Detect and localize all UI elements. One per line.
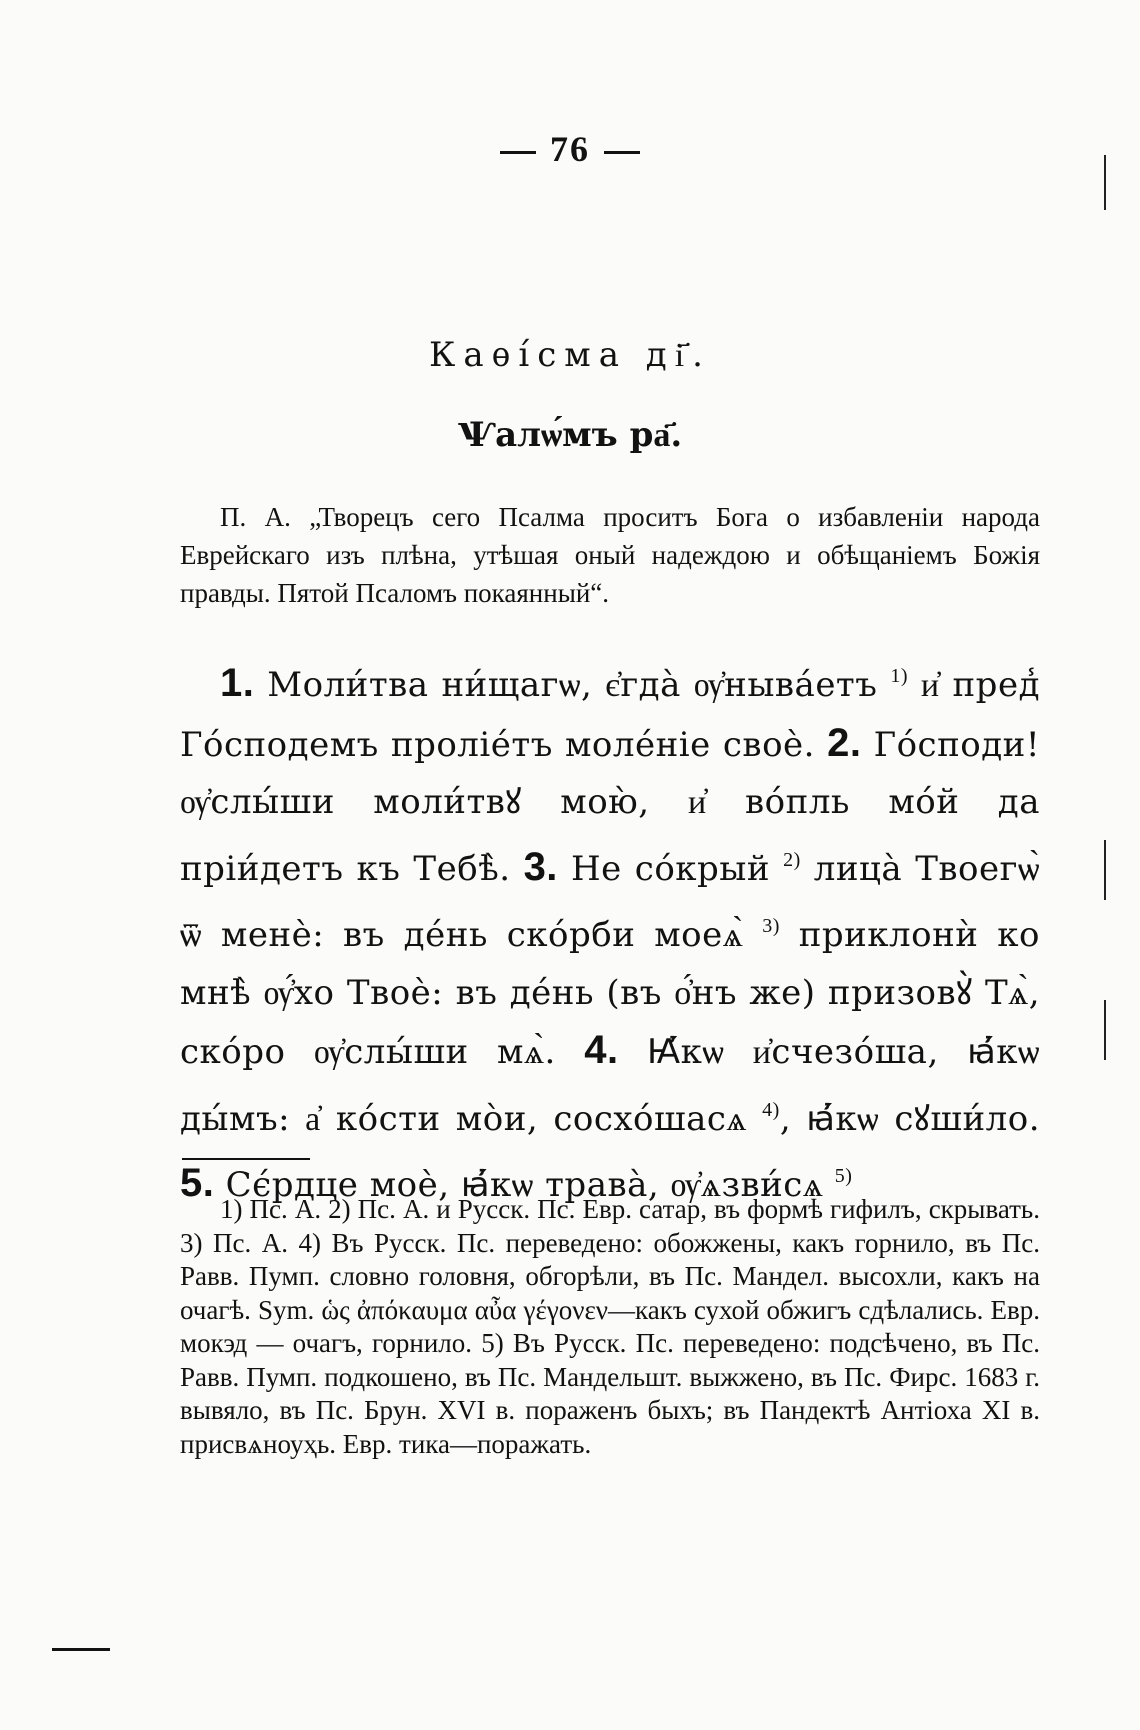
footnote-ref-4: 4): [762, 1098, 780, 1121]
footnote-ref-1: 1): [890, 665, 908, 687]
verse-text-4b: , ꙗ҆́кѡ сꙋши́ло.: [779, 1098, 1040, 1139]
margin-line-3: [1104, 1000, 1106, 1060]
psalm-heading: Ѱалѡ́мъ ра҃.: [457, 415, 683, 455]
verse-number-2: 2.: [827, 720, 862, 765]
page-number-dash-left: [500, 151, 536, 154]
intro-paragraph: П. А. „Творецъ сего Псалма проситъ Бога о избавленіи народа Еврейскаго изъ плѣна, утѣшая оный надеждою и обѣщаніемъ Божія правды. Пятой Псаломъ покаянный“.: [180, 502, 1040, 608]
footnotes-paragraph: 1) Пс. А. 2) Пс. А. и Русск. Пс. Евр. сатар, въ формѣ гифилъ, скрывать. 3) Пс. А. 4) Въ Русск. Пс. переведено: обожжены, какъ горнило, въ Пс. Равв. Пумп. словно головня, обгорѣли, въ Пс. Мандел. высохли, какъ на очагѣ. Sym. ὡς ἀπόκαυμα αὖα γέγονεν—какъ сухой обжигъ сдѣлались. Евр. мокэд — очагъ, горнило. 5) Въ Русск. Пс. переведено: подсѣчено, въ Пс. Равв. Пумп. подкошено, въ Пс. Мандельшт. выжжено, въ Пс. Фирс. 1683 г. вывяло, въ Пс. Брун. XVI в. пораженъ быхъ; въ Пандектѣ Антіоха XI в. присвѧноуҳь. Евр. тика—поражать.: [180, 1194, 1040, 1459]
psalm-verses: [180, 648, 1040, 1215]
verse-text-3: Не со́крый: [570, 848, 771, 889]
page-number: [0, 128, 1140, 170]
scan-edge-mark: [52, 1648, 110, 1651]
verse-number-1: 1.: [220, 661, 255, 705]
margin-line-1: [1104, 155, 1106, 210]
footnote-ref-2: 2): [783, 848, 801, 871]
kathisma-heading: Каѳі́сма ді҃.: [429, 335, 711, 375]
verse-number-3: 3.: [523, 844, 558, 889]
psalm-introduction: [180, 498, 1040, 612]
verse-text-1b: и҆ пред̾ Го́сподемъ проліе́тъ моле́ніе своѐ.: [180, 665, 1040, 765]
margin-line-2: [1104, 840, 1106, 900]
footnote-separator: [182, 1158, 310, 1160]
verse-text-5: Сє́рдце моѐ, ꙗ҆́кѡ трава̀, ѹ҆ѧзви́сѧ: [225, 1165, 824, 1205]
page-number-dash-right: [604, 151, 640, 154]
footnote-ref-3: 3): [762, 915, 780, 937]
verse-text-2: Го́споди! ѹ҆слы́ши моли́твꙋ мою̀, и҆ во́пль мо́й да пріи́детъ къ Тебѣ̀.: [180, 724, 1040, 889]
footnotes: [180, 1193, 1040, 1461]
page-number-text: 76: [550, 129, 590, 169]
verses-paragraph: [180, 648, 1040, 1215]
verse-number-5: 5.: [180, 1161, 215, 1205]
verse-number-4: 4.: [584, 1028, 619, 1072]
verse-text-3c: приклонѝ ко мнѣ̀ ѹ҆́хо Твоѐ: въ де́нь (въ о҆́нъ же) призовꙋ̀ Тѧ̀, ско́ро ѹ҆слы́ши мѧ̀.: [180, 915, 1041, 1072]
verse-text-1: Моли́тва ни́щагѡ, є҆гда̀ ѹ҆ныва́етъ: [267, 665, 878, 705]
verse-text-4: Ꙗ҆́кѡ и҆счезо́ша, ꙗ҆́кѡ ды́мъ: а҆ ко́сти мо̀и, сосхо́шасѧ: [180, 1032, 1041, 1139]
footnote-ref-5: 5): [834, 1165, 853, 1187]
verse-text-3b: лица̀ Твоегѡ̀ ѿ менѐ: въ де́нь ско́рби моеѧ̀: [180, 848, 1040, 955]
